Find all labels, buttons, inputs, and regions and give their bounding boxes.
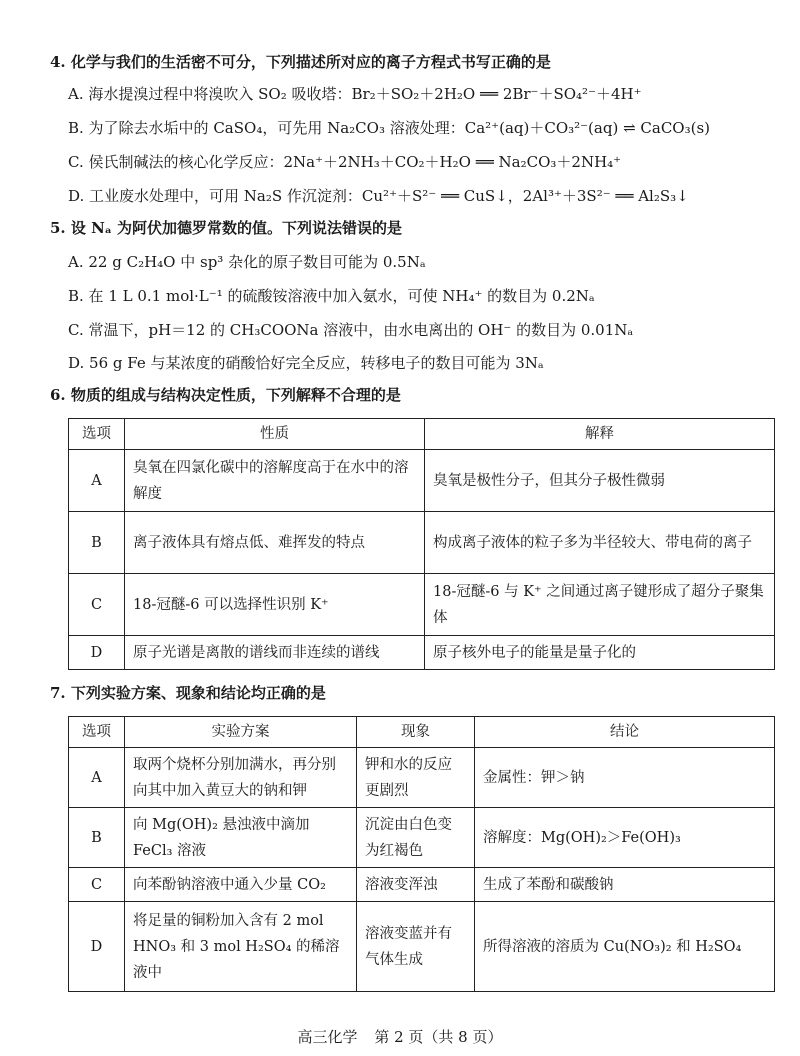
- row-label: D: [69, 636, 125, 670]
- row-explanation: 臭氧是极性分子，但其分子极性微弱: [425, 450, 775, 512]
- row-property: 离子液体具有熔点低、难挥发的特点: [125, 512, 425, 574]
- row-label: A: [69, 748, 125, 808]
- row-conclusion: 溶解度：Mg(OH)₂＞Fe(OH)₃: [475, 808, 775, 868]
- q4-option-a: A. 海水提溴过程中将溴吹入 SO₂ 吸收塔：Br₂＋SO₂＋2H₂O ══ 2Br⁻＋SO₄²⁻＋4H⁺: [68, 85, 642, 103]
- q7-table: [68, 716, 775, 992]
- row-phenomenon: 钾和水的反应更剧烈: [357, 748, 475, 808]
- footer-page-number: 第 2 页（共 8 页）: [374, 1028, 503, 1046]
- table-row: [69, 450, 775, 512]
- table-header-row: [69, 419, 775, 450]
- row-phenomenon: 沉淀由白色变为红褐色: [357, 808, 475, 868]
- row-label: B: [69, 808, 125, 868]
- row-label: C: [69, 868, 125, 902]
- header-property: 性质: [125, 419, 425, 450]
- table-row: [69, 512, 775, 574]
- row-explanation: 18-冠醚-6 与 K⁺ 之间通过离子键形成了超分子聚集体: [425, 574, 775, 636]
- header-conclusion: 结论: [475, 717, 775, 748]
- question-7-stem: 7. 下列实验方案、现象和结论均正确的是: [50, 684, 326, 702]
- row-conclusion: 所得溶液的溶质为 Cu(NO₃)₂ 和 H₂SO₄: [475, 902, 775, 992]
- row-plan: 取两个烧杯分别加满水，再分别向其中加入黄豆大的钠和钾: [125, 748, 357, 808]
- table-row: [69, 636, 775, 670]
- header-option: 选项: [69, 419, 125, 450]
- header-phenomenon: 现象: [357, 717, 475, 748]
- row-label: C: [69, 574, 125, 636]
- table-row: [69, 574, 775, 636]
- row-phenomenon: 溶液变蓝并有气体生成: [357, 902, 475, 992]
- row-plan: 向苯酚钠溶液中通入少量 CO₂: [125, 868, 357, 902]
- header-explanation: 解释: [425, 419, 775, 450]
- header-plan: 实验方案: [125, 717, 357, 748]
- question-5-stem: 5. 设 Nₐ 为阿伏加德罗常数的值。下列说法错误的是: [50, 219, 403, 237]
- q4-option-b: B. 为了除去水垢中的 CaSO₄，可先用 Na₂CO₃ 溶液处理：Ca²⁺(aq)＋CO₃²⁻(aq) ⇌ CaCO₃(s): [68, 119, 711, 137]
- row-property: 原子光谱是离散的谱线而非连续的谱线: [125, 636, 425, 670]
- row-explanation: 构成离子液体的粒子多为半径较大、带电荷的离子: [425, 512, 775, 574]
- footer-subject: 高三化学: [297, 1028, 358, 1046]
- q5-option-b: B. 在 1 L 0.1 mol·L⁻¹ 的硫酸铵溶液中加入氨水，可使 NH₄⁺ 的数目为 0.2Nₐ: [68, 287, 595, 305]
- q5-option-a: A. 22 g C₂H₄O 中 sp³ 杂化的原子数目可能为 0.5Nₐ: [68, 253, 426, 271]
- row-conclusion: 生成了苯酚和碳酸钠: [475, 868, 775, 902]
- row-explanation: 原子核外电子的能量是量子化的: [425, 636, 775, 670]
- page-footer: [0, 1026, 800, 1047]
- q5-option-c: C. 常温下，pH＝12 的 CH₃COONa 溶液中，由水电离出的 OH⁻ 的数目为 0.01Nₐ: [68, 321, 634, 339]
- table-row: [69, 808, 775, 868]
- row-conclusion: 金属性：钾＞钠: [475, 748, 775, 808]
- table-row: [69, 902, 775, 992]
- question-6-stem: 6. 物质的组成与结构决定性质，下列解释不合理的是: [50, 386, 401, 404]
- row-label: A: [69, 450, 125, 512]
- table-header-row: [69, 717, 775, 748]
- table-row: [69, 748, 775, 808]
- row-plan: 将足量的铜粉加入含有 2 mol HNO₃ 和 3 mol H₂SO₄ 的稀溶液中: [125, 902, 357, 992]
- question-4-stem: 4. 化学与我们的生活密不可分，下列描述所对应的离子方程式书写正确的是: [50, 53, 551, 71]
- header-option: 选项: [69, 717, 125, 748]
- row-label: D: [69, 902, 125, 992]
- row-phenomenon: 溶液变浑浊: [357, 868, 475, 902]
- row-property: 臭氧在四氯化碳中的溶解度高于在水中的溶解度: [125, 450, 425, 512]
- q5-option-d: D. 56 g Fe 与某浓度的硝酸恰好完全反应，转移电子的数目可能为 3Nₐ: [68, 354, 544, 372]
- q6-table: [68, 418, 775, 670]
- q4-option-c: C. 侯氏制碱法的核心化学反应：2Na⁺＋2NH₃＋CO₂＋H₂O ══ Na₂CO₃＋2NH₄⁺: [68, 153, 622, 171]
- row-label: B: [69, 512, 125, 574]
- row-property: 18-冠醚-6 可以选择性识别 K⁺: [125, 574, 425, 636]
- table-row: [69, 868, 775, 902]
- row-plan: 向 Mg(OH)₂ 悬浊液中滴加 FeCl₃ 溶液: [125, 808, 357, 868]
- q4-option-d: D. 工业废水处理中，可用 Na₂S 作沉淀剂：Cu²⁺＋S²⁻ ══ CuS↓，2Al³⁺＋3S²⁻ ══ Al₂S₃↓: [68, 187, 689, 205]
